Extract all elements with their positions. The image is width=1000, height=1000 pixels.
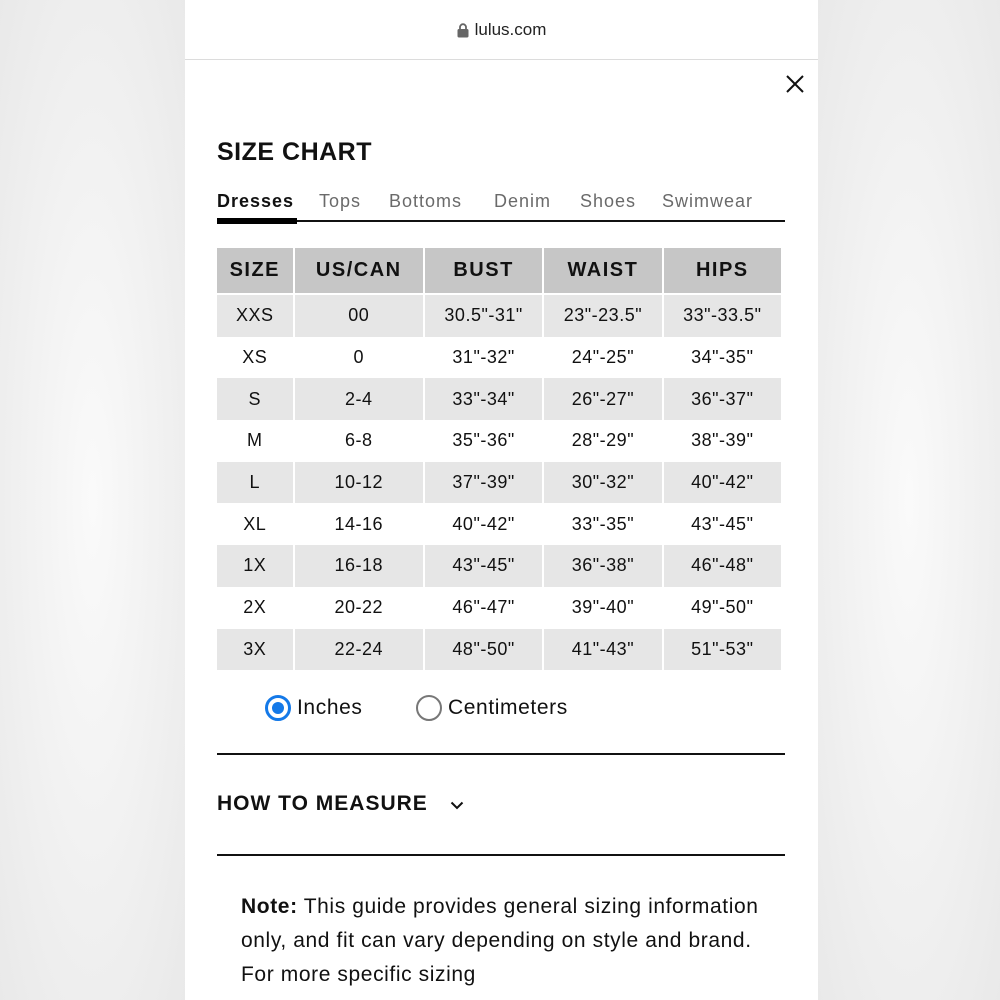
size-chart-title: SIZE CHART: [217, 138, 372, 166]
table-cell: 23"-23.5": [544, 295, 661, 337]
centimeters-option[interactable]: [416, 695, 568, 721]
table-row: [217, 462, 781, 504]
tab-swimwear[interactable]: Swimwear: [662, 191, 754, 211]
background-left: [0, 0, 185, 1000]
tab-shoes[interactable]: Shoes: [580, 191, 637, 211]
header-waist: WAIST: [544, 248, 661, 295]
table-cell: 22-24: [295, 629, 423, 671]
table-row: [217, 295, 781, 337]
table-row: [217, 420, 781, 462]
table-cell: 36"-37": [664, 378, 781, 420]
background-right: [818, 0, 1000, 1000]
table-cell: 10-12: [295, 462, 423, 504]
table-cell: 33"-34": [425, 378, 542, 420]
active-tab-indicator: [217, 218, 297, 224]
table-cell: XXS: [217, 295, 293, 337]
table-cell: 16-18: [295, 545, 423, 587]
centimeters-radio[interactable]: [416, 695, 442, 721]
table-cell: 24"-25": [571, 347, 635, 368]
table-header-row: [217, 248, 781, 295]
table-body: [217, 295, 781, 670]
header-hips: HIPS: [664, 248, 781, 295]
mobile-screen: [185, 0, 818, 1000]
table-cell: 35"-36": [452, 430, 515, 451]
table-row: [217, 337, 781, 379]
divider: [217, 854, 785, 856]
how-to-measure-toggle[interactable]: [217, 792, 464, 816]
table-cell: 26"-27": [544, 378, 661, 420]
lock-icon: [457, 23, 469, 37]
category-tabs: [217, 188, 785, 222]
table-cell: 49"-50": [691, 597, 754, 618]
size-table: [215, 248, 783, 670]
table-cell: 48"-50": [425, 629, 542, 671]
inches-option[interactable]: [265, 695, 362, 721]
table-cell: 38"-39": [691, 430, 754, 451]
table-cell: 37"-39": [425, 462, 542, 504]
centimeters-label: Centimeters: [448, 696, 568, 719]
table-cell: XL: [243, 513, 267, 534]
table-cell: 14-16: [334, 513, 384, 534]
tab-denim[interactable]: Denim: [494, 191, 552, 211]
browser-url-bar[interactable]: [185, 0, 818, 60]
table-cell: 46"-47": [452, 597, 515, 618]
url-text: lulus.com: [474, 19, 547, 39]
header-size: SIZE: [217, 248, 293, 295]
header-us-can: US/CAN: [295, 248, 423, 295]
table-row: [217, 587, 781, 629]
table-cell: 30.5"-31": [425, 295, 542, 337]
table-row: [217, 629, 781, 671]
chevron-down-icon: [450, 792, 464, 816]
inches-radio[interactable]: [265, 695, 291, 721]
note-label: Note:: [241, 895, 298, 918]
table-cell: 43"-45": [425, 545, 542, 587]
table-cell: L: [217, 462, 293, 504]
table-cell: 1X: [217, 545, 293, 587]
tab-tops[interactable]: Tops: [319, 191, 362, 211]
table-cell: 39"-40": [571, 597, 635, 618]
inches-label: Inches: [297, 696, 363, 719]
table-cell: 33"-35": [571, 513, 635, 534]
table-cell: 00: [295, 295, 423, 337]
table-cell: S: [217, 378, 293, 420]
table-cell: 40"-42": [452, 513, 515, 534]
table-cell: 0: [353, 347, 364, 368]
table-cell: 30"-32": [544, 462, 661, 504]
table-cell: 20-22: [334, 597, 384, 618]
table-cell: 28"-29": [571, 430, 635, 451]
table-cell: 41"-43": [544, 629, 661, 671]
divider: [217, 753, 785, 755]
note-text: This guide provides general sizing information only, and fit can vary depending on style and brand. For more specific sizing: [241, 895, 759, 986]
table-cell: 33"-33.5": [664, 295, 781, 337]
table-cell: XS: [242, 347, 268, 368]
table-cell: 31"-32": [452, 347, 515, 368]
how-to-measure-label: HOW TO MEASURE: [217, 792, 428, 815]
close-icon[interactable]: [785, 74, 805, 94]
table-cell: 36"-38": [544, 545, 661, 587]
table-cell: 2-4: [295, 378, 423, 420]
table-cell: 40"-42": [664, 462, 781, 504]
header-bust: BUST: [425, 248, 542, 295]
table-cell: 2X: [243, 597, 267, 618]
table-cell: M: [247, 430, 263, 451]
table-cell: 3X: [217, 629, 293, 671]
table-cell: 6-8: [344, 430, 373, 451]
table-cell: 34"-35": [691, 347, 754, 368]
table-cell: 51"-53": [664, 629, 781, 671]
table-cell: 46"-48": [664, 545, 781, 587]
table-row: [217, 503, 781, 545]
table-row: [217, 545, 781, 587]
tab-dresses[interactable]: Dresses: [217, 191, 295, 211]
table-cell: 43"-45": [691, 513, 754, 534]
tab-bottoms[interactable]: Bottoms: [389, 191, 463, 211]
table-row: [217, 378, 781, 420]
sizing-note: [241, 890, 781, 992]
